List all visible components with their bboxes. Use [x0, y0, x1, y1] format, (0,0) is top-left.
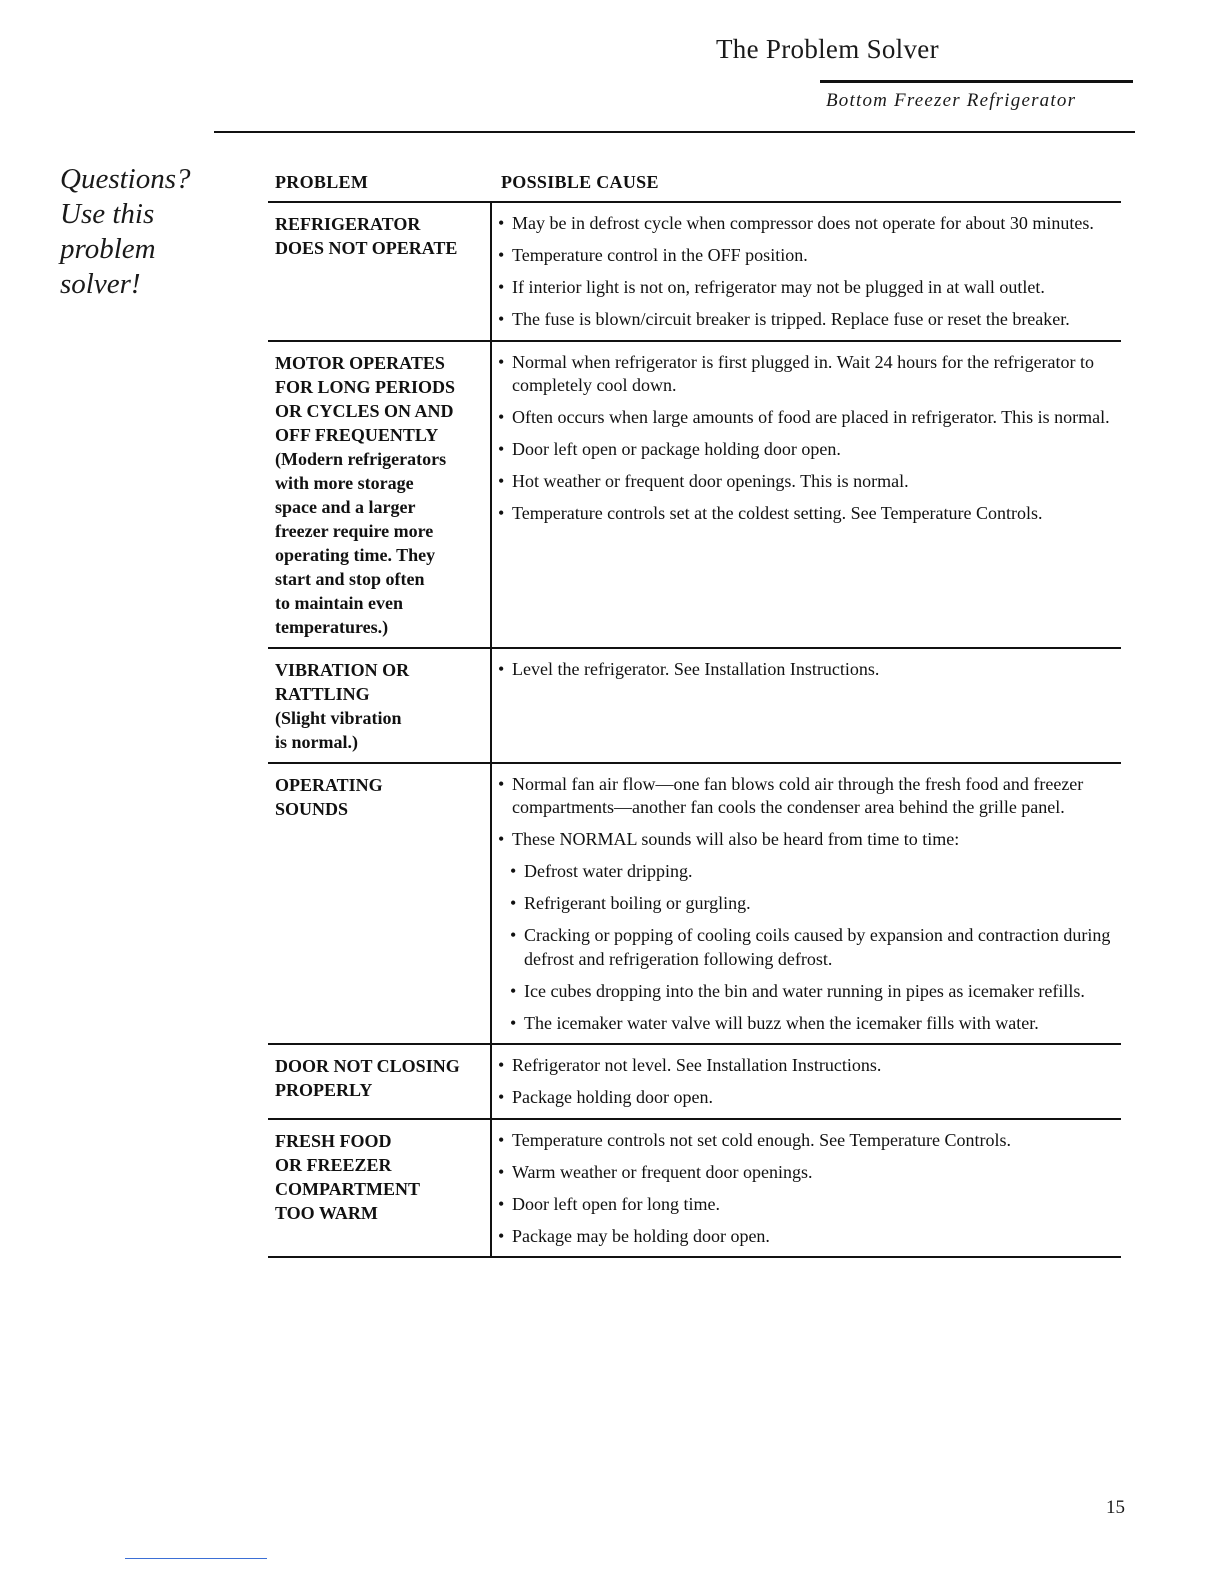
- problem-note-line: start and stop often: [275, 568, 425, 589]
- problem-label-line: TOO WARM: [275, 1202, 378, 1223]
- problem-label-line: OFF FREQUENTLY: [275, 424, 439, 445]
- cause-cell: [492, 649, 1121, 762]
- sidebar-callout: [60, 162, 230, 302]
- cause-item: • Temperature controls not set cold enough. See Temperature Controls.: [498, 1129, 1121, 1153]
- table-row: [268, 342, 1121, 649]
- cause-cell: [492, 342, 1121, 647]
- cause-item: • Package may be holding door open.: [498, 1225, 1121, 1249]
- cause-item: • Package holding door open.: [498, 1086, 1121, 1110]
- problem-label-line: REFRIGERATOR: [275, 214, 421, 234]
- cause-item: • Often occurs when large amounts of food are placed in refrigerator. This is normal.: [498, 406, 1121, 430]
- problem-cell: [268, 764, 492, 1044]
- problem-label-line: COMPARTMENT: [275, 1178, 421, 1199]
- page-title: The Problem Solver: [716, 34, 939, 64]
- problem-label-line: DOES NOT OPERATE: [275, 238, 458, 258]
- cause-item: • Warm weather or frequent door openings.: [498, 1161, 1121, 1185]
- table-row: [268, 1045, 1121, 1120]
- problem-label-line: RATTLING: [275, 683, 370, 704]
- cause-cell: [492, 1120, 1121, 1257]
- page-subtitle: Bottom Freezer Refrigerator: [826, 90, 1077, 111]
- header-rule-short: [820, 80, 1133, 83]
- callout-line: solver!: [60, 268, 141, 300]
- cause-cell: [492, 203, 1121, 340]
- table-row: [268, 649, 1121, 764]
- problem-note-line: (Modern refrigerators: [275, 448, 447, 469]
- cause-cell: [492, 1045, 1121, 1118]
- problem-label-line: PROPERLY: [275, 1080, 373, 1100]
- problem-label-line: DOOR NOT CLOSING: [275, 1056, 460, 1076]
- problem-label-line: OR FREEZER: [275, 1154, 392, 1175]
- table-row: [268, 764, 1121, 1046]
- header-rule-long: [214, 131, 1135, 133]
- callout-line: Use this: [60, 198, 155, 230]
- problem-note-line: temperatures.): [275, 616, 389, 637]
- problem-cell: [268, 203, 492, 340]
- cause-item: • May be in defrost cycle when compressor does not operate for about 30 minutes.: [498, 212, 1121, 236]
- cause-item: • Temperature controls set at the coldest setting. See Temperature Controls.: [498, 502, 1121, 526]
- problem-label-line: MOTOR OPERATES: [275, 352, 445, 373]
- footer-blue-line: [125, 1558, 267, 1559]
- problem-column-header: PROBLEM: [275, 172, 369, 192]
- problem-note-line: space and a larger: [275, 496, 416, 517]
- cause-item: • Normal when refrigerator is first plugged in. Wait 24 hours for the refrigerator to completely cool down.: [498, 351, 1121, 398]
- page-number: 15: [1106, 1497, 1125, 1518]
- cause-item: • Temperature control in the OFF position.: [498, 244, 1121, 268]
- problem-label-line: FOR LONG PERIODS: [275, 376, 456, 397]
- sub-cause-item: • Defrost water dripping.: [510, 860, 1121, 884]
- problem-solver-table: [268, 201, 1121, 1258]
- problem-note-line: freezer require more: [275, 520, 434, 541]
- problem-label-line: FRESH FOOD: [275, 1130, 392, 1151]
- sub-cause-item: • Cracking or popping of cooling coils caused by expansion and contraction during defrost and refrigeration following defrost.: [510, 924, 1121, 971]
- cause-item: • These NORMAL sounds will also be heard from time to time:: [498, 828, 1121, 852]
- sub-cause-item: • Refrigerant boiling or gurgling.: [510, 892, 1121, 916]
- problem-note-line: is normal.): [275, 731, 358, 752]
- problem-cell: [268, 649, 492, 762]
- problem-note-line: operating time. They: [275, 544, 436, 565]
- cause-item: • Normal fan air flow—one fan blows cold air through the fresh food and freezer compartments—another fan cools the condenser area behind the grille panel.: [498, 773, 1121, 820]
- cause-item: • The fuse is blown/circuit breaker is tripped. Replace fuse or reset the breaker.: [498, 308, 1121, 332]
- table-row: [268, 203, 1121, 342]
- cause-item: • Hot weather or frequent door openings. This is normal.: [498, 470, 1121, 494]
- problem-cell: [268, 1120, 492, 1257]
- sub-cause-item: • Ice cubes dropping into the bin and water running in pipes as icemaker refills.: [510, 980, 1121, 1004]
- problem-label-line: OR CYCLES ON AND: [275, 400, 454, 421]
- problem-note-line: (Slight vibration: [275, 707, 402, 728]
- cause-item: • Door left open for long time.: [498, 1193, 1121, 1217]
- problem-cell: [268, 1045, 492, 1118]
- problem-label-line: SOUNDS: [275, 798, 349, 819]
- problem-label-line: OPERATING: [275, 774, 383, 795]
- table-row: [268, 1120, 1121, 1259]
- cause-item: • Door left open or package holding door open.: [498, 438, 1121, 462]
- problem-label-line: VIBRATION OR: [275, 659, 410, 680]
- callout-line: problem: [60, 233, 156, 265]
- sub-cause-item: • The icemaker water valve will buzz when the icemaker fills with water.: [510, 1012, 1121, 1036]
- problem-note-line: with more storage: [275, 472, 414, 493]
- cause-item: • Refrigerator not level. See Installation Instructions.: [498, 1054, 1121, 1078]
- cause-item: • If interior light is not on, refrigerator may not be plugged in at wall outlet.: [498, 276, 1121, 300]
- problem-cell: [268, 342, 492, 647]
- cause-column-header: POSSIBLE CAUSE: [501, 172, 659, 192]
- cause-cell: [492, 764, 1121, 1044]
- callout-line: Questions?: [60, 163, 191, 195]
- cause-item: • Level the refrigerator. See Installation Instructions.: [498, 658, 1121, 682]
- problem-note-line: to maintain even: [275, 592, 403, 613]
